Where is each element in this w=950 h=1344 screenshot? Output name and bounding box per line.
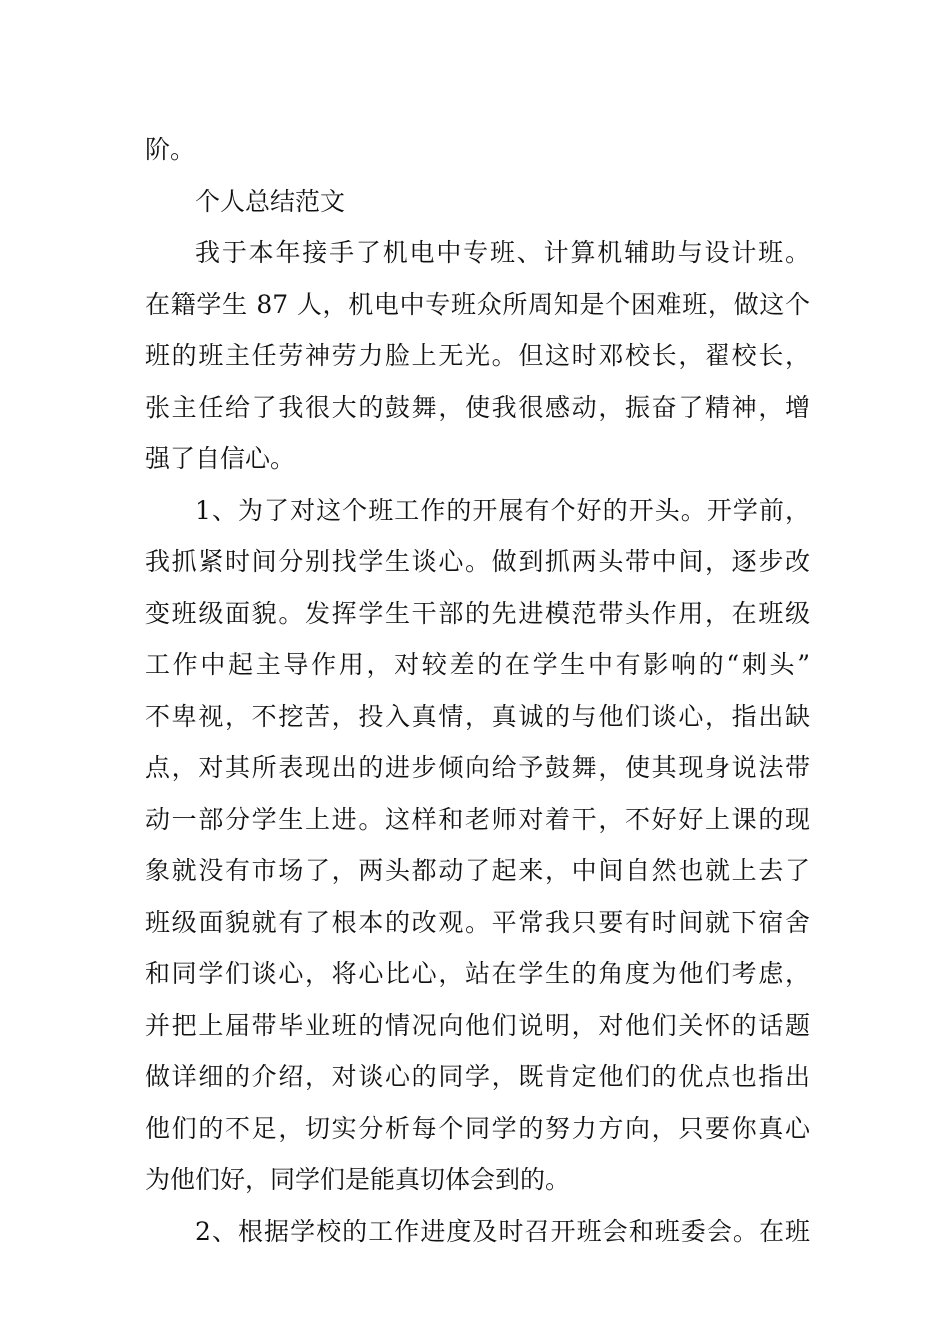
text-line: 变班级面貌。发挥学生干部的先进模范带头作用，在班级 xyxy=(145,598,810,628)
text-line: 强了自信心。 xyxy=(145,444,296,473)
text-line: 他们的不足，切实分析每个同学的努力方向，只要你真心 xyxy=(145,1113,810,1143)
text-line: 班的班主任劳神劳力脸上无光。但这时邓校长，翟校长， xyxy=(145,341,810,370)
document-body xyxy=(145,124,810,1257)
text-line: 工作中起主导作用，对较差的在学生中有影响的“刺头” xyxy=(145,650,810,679)
text-line: 我于本年接手了机电中专班、计算机辅助与设计班。 xyxy=(195,238,810,267)
text-line: 在籍学生 87 人，机电中专班众所周知是个困难班，做这个 xyxy=(145,289,810,319)
text-line: 张主任给了我很大的鼓舞，使我很感动，振奋了精神，增 xyxy=(145,392,810,422)
text-line: 我抓紧时间分别找学生谈心。做到抓两头带中间，逐步改 xyxy=(145,547,810,576)
text-line: 做详细的介绍，对谈心的同学，既肯定他们的优点也指出 xyxy=(145,1062,810,1091)
text-line: 为他们好，同学们是能真切体会到的。 xyxy=(145,1165,571,1194)
text-line: 点，对其所表现出的进步倾向给予鼓舞，使其现身说法带 xyxy=(145,753,810,782)
text-line: 并把上届带毕业班的情况向他们说明，对他们关怀的话题 xyxy=(145,1010,810,1040)
text-line: 不卑视，不挖苦，投入真情，真诚的与他们谈心，指出缺 xyxy=(145,701,810,731)
text-line: 动一部分学生上进。这样和老师对着干，不好好上课的现 xyxy=(145,804,810,834)
text-line: 班级面貌就有了根本的改观。平常我只要有时间就下宿舍 xyxy=(145,907,810,937)
text-line: 1、为了对这个班工作的开展有个好的开头。开学前， xyxy=(195,495,810,525)
text-line: 象就没有市场了，两头都动了起来，中间自然也就上去了 xyxy=(145,856,810,885)
text-line: 2、根据学校的工作进度及时召开班会和班委会。在班 xyxy=(195,1216,810,1246)
text-line: 和同学们谈心，将心比心，站在学生的角度为他们考虑， xyxy=(145,959,810,988)
text-line: 阶。 xyxy=(145,135,196,164)
section-heading: 个人总结范文 xyxy=(195,186,346,216)
